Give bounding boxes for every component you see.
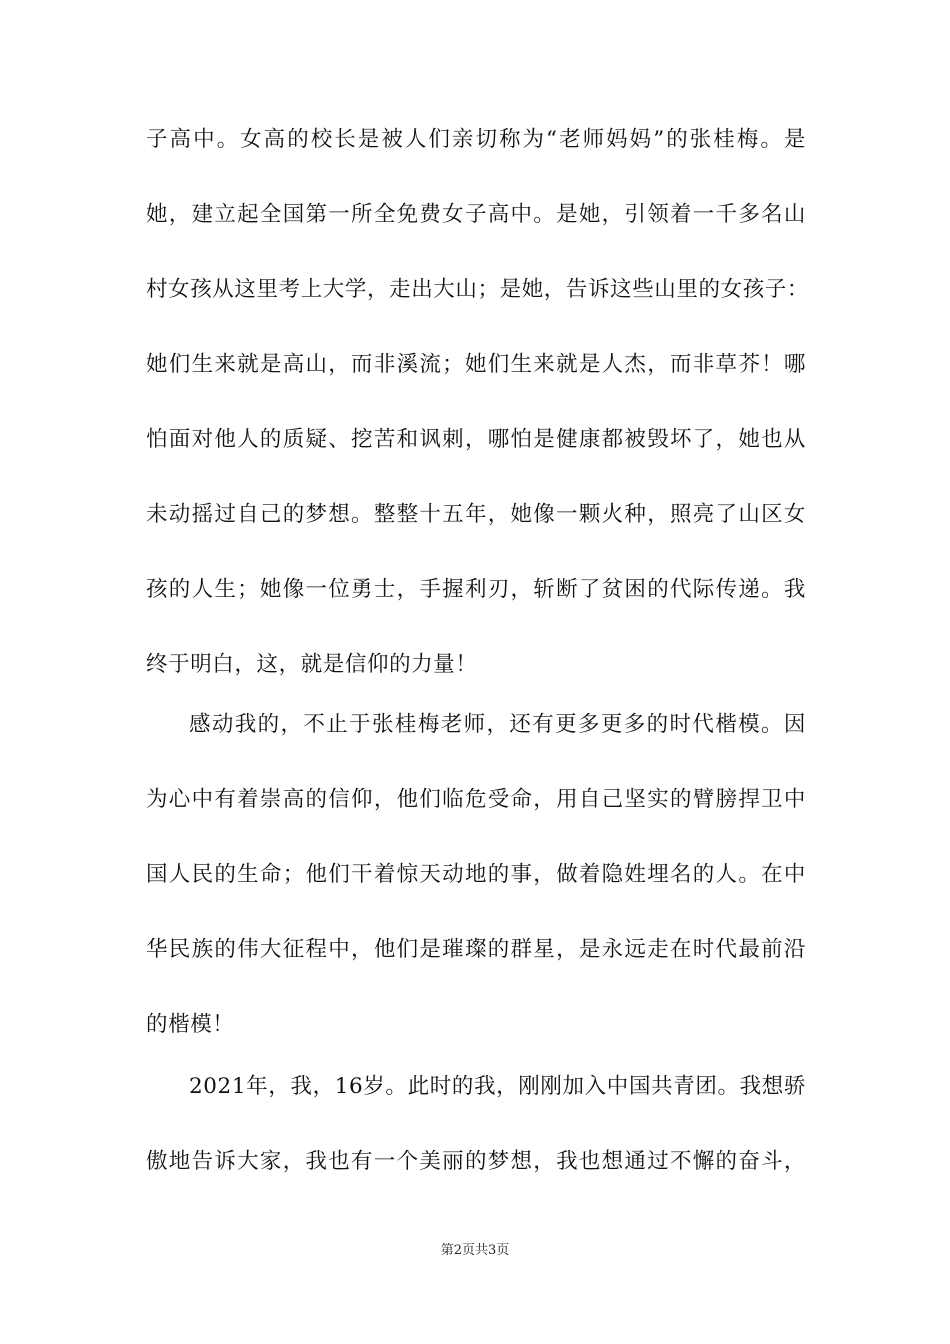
text-line: 孩的人生；她像一位勇士，手握利刃，斩断了贫困的代际传递。我 <box>146 577 806 602</box>
text-line: 她，建立起全国第一所全免费女子高中。是她，引领着一千多名山 <box>146 202 806 227</box>
text-line: 为心中有着崇高的信仰，他们临危受命，用自己坚实的臂膀捍卫中 <box>146 787 806 812</box>
text-line: 国人民的生命；他们干着惊天动地的事，做着隐姓埋名的人。在中 <box>146 862 806 887</box>
text-line: 终于明白，这，就是信仰的力量！ <box>146 652 478 677</box>
text-line: 的楷模！ <box>146 1012 235 1037</box>
text-line: 未动摇过自己的梦想。整整十五年，她像一颗火种，照亮了山区女 <box>146 502 806 527</box>
paragraph-first-line: 2021年，我，16岁。此时的我，刚刚加入中国共青团。我想骄 <box>189 1074 806 1099</box>
text-line: 傲地告诉大家，我也有一个美丽的梦想，我也想通过不懈的奋斗， <box>146 1149 806 1174</box>
text-line: 怕面对他人的质疑、挖苦和讽刺，哪怕是健康都被毁坏了，她也从 <box>146 427 806 452</box>
page-footer: 第2页共3页 <box>440 1243 510 1258</box>
text-line: 华民族的伟大征程中，他们是璀璨的群星，是永远走在时代最前沿 <box>146 937 806 962</box>
paragraph-first-line: 感动我的，不止于张桂梅老师，还有更多更多的时代楷模。因 <box>189 712 806 737</box>
text-line: 子高中。女高的校长是被人们亲切称为“老师妈妈”的张桂梅。是 <box>146 127 806 152</box>
text-line: 她们生来就是高山，而非溪流；她们生来就是人杰，而非草芥！哪 <box>146 352 806 377</box>
text-line: 村女孩从这里考上大学，走出大山；是她，告诉这些山里的女孩子： <box>146 277 810 302</box>
